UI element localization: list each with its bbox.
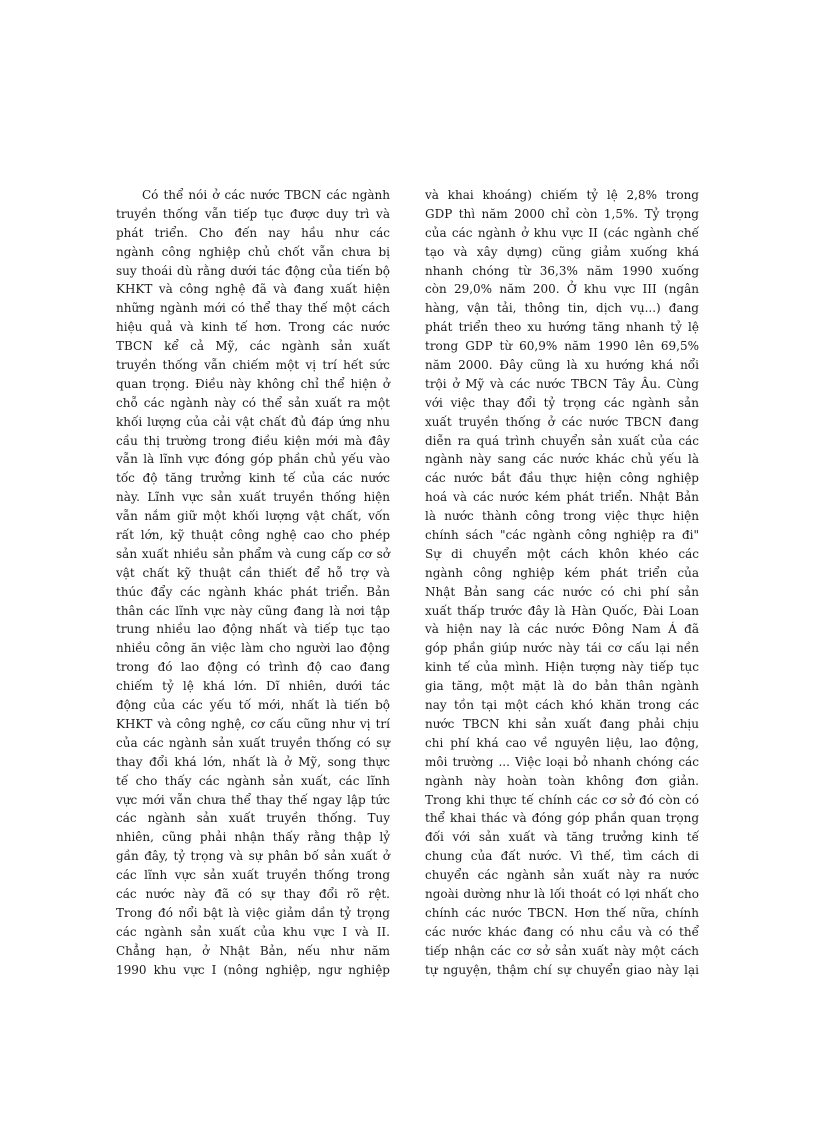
text-line: và hiện nay là các nước Đông Nam Á đã — [425, 622, 699, 637]
text-line: động của các yếu tố mới, nhất là tiến bộ — [116, 698, 390, 713]
text-line: nay tồn tại một cách khó khăn trong các — [425, 698, 699, 713]
text-line: khối lượng của cải vật chất đủ đáp ứng nhu — [116, 414, 390, 429]
text-line: tốc độ tăng trưởng kinh tế của các nước — [116, 471, 390, 486]
text-line: thể khai thác và đóng góp phần quan trọng — [425, 811, 699, 826]
text-line: của các ngành sản xuất truyền thống có sự — [116, 735, 390, 750]
text-line: ngoài dường như là lối thoát có lợi nhất cho — [425, 886, 699, 901]
text-line: các nước này đã có sự thay đổi rõ rệt. — [116, 886, 390, 901]
text-line: chuyển các ngành sản xuất này ra nước — [425, 868, 699, 883]
text-line: là nước thành công trong việc thực hiện — [425, 509, 699, 524]
text-line: ngành này hoàn toàn không đơn giản. — [425, 773, 699, 788]
text-line: các lĩnh vực sản xuất truyền thống trong — [116, 868, 390, 883]
text-line: vật chất kỹ thuật cần thiết để hỗ trợ và — [116, 565, 390, 580]
text-line: nhanh chóng từ 36,3% năm 1990 xuống — [425, 263, 699, 278]
text-line: Sự di chuyển một cách khôn khéo các — [425, 546, 699, 561]
text-line: sản xuất nhiều sản phẩm và cung cấp cơ sở — [116, 546, 390, 561]
text-line: các nước bắt đầu thực hiện công nghiệp — [425, 471, 699, 486]
text-line: Chẳng hạn, ở Nhật Bản, nếu như năm — [116, 943, 390, 958]
text-line: trung nhiều lao động nhất và tiếp tục tạo — [116, 622, 390, 637]
text-line: và khai khoáng) chiếm tỷ lệ 2,8% trong — [425, 188, 699, 202]
text-line: thay đổi khá lớn, nhất là ở Mỹ, song thực — [116, 754, 390, 769]
text-line: diễn ra quá trình chuyển sản xuất của các — [425, 433, 699, 448]
text-line: thân các lĩnh vực này cũng đang là nơi tập — [116, 603, 390, 618]
text-line: trong GDP từ 60,9% năm 1990 lên 69,5% — [425, 339, 699, 354]
text-line: các ngành sản xuất của khu vực I và II. — [116, 924, 390, 939]
text-line: 1990 khu vực I (nông nghiệp, ngư nghiệp — [116, 962, 390, 977]
text-line: chính sách "các ngành công nghiệp ra đi" — [425, 528, 699, 543]
text-line: nước TBCN khi sản xuất đang phải chịu — [425, 716, 699, 731]
text-line: KHKT và công nghệ, cơ cấu cũng như vị trí — [116, 716, 390, 731]
text-line: nhiều công ăn việc làm cho người lao động — [116, 641, 390, 656]
text-line: còn 29,0% năm 200. Ở khu vực III (ngân — [425, 282, 699, 297]
text-line: cầu thị trường trong điều kiện mới mà đây — [116, 433, 390, 448]
text-line: vẫn nắm giữ một khối lượng vật chất, vốn — [116, 509, 390, 524]
text-line: hàng, vận tải, thông tin, dịch vụ...) đang — [425, 301, 699, 316]
text-line: gần đây, tỷ trọng và sự phân bố sản xuất ở — [116, 849, 390, 864]
text-line: truyền thống vẫn chiếm một vị trí hết sức — [116, 358, 390, 373]
text-line: truyền thống vẫn tiếp tục được duy trì và — [116, 206, 390, 221]
text-line: với việc thay đổi tỷ trọng các ngành sản — [425, 395, 699, 410]
text-line: những ngành mới có thể thay thế một cách — [116, 301, 390, 316]
text-line: quan trọng. Điều này không chỉ thể hiện ở — [116, 376, 390, 391]
text-line: kinh tế của mình. Hiện tượng này tiếp tục — [425, 660, 699, 675]
text-line: xuất thấp trước đây là Hàn Quốc, Đài Loan — [425, 603, 699, 618]
text-line: Có thể nói ở các nước TBCN các ngành — [142, 188, 390, 202]
text-column-left — [116, 186, 390, 979]
text-line: phát triển. Cho đến nay hầu như các — [116, 225, 390, 240]
text-line: năm 2000. Đây cũng là xu hướng khá nổi — [425, 358, 699, 373]
text-line: KHKT và công nghệ đã và đang xuất hiện — [116, 282, 390, 297]
text-line: thúc đẩy các ngành khác phát triển. Bản — [116, 584, 390, 599]
text-line: này. Lĩnh vực sản xuất truyền thống hiện — [116, 490, 390, 505]
text-line: rất lớn, kỹ thuật công nghệ cao cho phép — [116, 528, 390, 543]
text-line: phát triển theo xu hướng tăng nhanh tỷ lệ — [425, 320, 699, 335]
text-line: Trong khi thực tế chính các cơ sở đó còn có — [425, 792, 699, 807]
text-line: chung của đất nước. Vì thế, tìm cách di — [425, 849, 699, 864]
text-line: xuất truyền thống ở các nước TBCN đang — [425, 414, 699, 429]
text-line: đối với sản xuất và tăng trưởng kinh tế — [425, 830, 699, 845]
text-line: trội ở Mỹ và các nước TBCN Tây Âu. Cùng — [425, 376, 699, 391]
text-line: chiếm tỷ lệ khá lớn. Dĩ nhiên, dưới tác — [116, 679, 390, 694]
text-line: Trong đó nổi bật là việc giảm dần tỷ trọng — [116, 905, 390, 920]
text-line: nhiên, cũng phải nhận thấy rằng thập lỷ — [116, 830, 390, 845]
text-line: TBCN kể cả Mỹ, các ngành sản xuất — [116, 339, 390, 354]
text-line: môi trường ... Việc loại bỏ nhanh chóng các — [425, 754, 699, 769]
text-line: vẫn là lĩnh vực đóng góp phần chủ yếu vào — [116, 452, 390, 467]
text-line: trong đó lao động có trình độ cao đang — [116, 660, 390, 675]
text-line: tự nguyện, thậm chí sự chuyển giao này lại — [425, 962, 699, 977]
text-line: tạo và xây dựng) cũng giảm xuống khá — [425, 244, 699, 259]
text-line: chi phí khá cao về nguyên liệu, lao động, — [425, 735, 699, 750]
text-column-right — [425, 186, 699, 979]
text-line: ngành công nghiệp kém phát triển của — [425, 565, 699, 580]
text-line: tế cho thấy các ngành sản xuất, các lĩnh — [116, 773, 390, 788]
text-line: gia tăng, một mặt là do bản thân ngành — [425, 679, 699, 694]
text-line: vực mới vẫn chưa thể thay thế ngay lập tức — [116, 792, 390, 807]
text-line: góp phần giúp nước này tái cơ cấu lại nền — [425, 641, 699, 656]
text-line: các nước khác đang có nhu cầu và có thể — [425, 924, 699, 939]
text-line: ngành này sang các nước khác chủ yếu là — [425, 452, 699, 467]
text-line: ngành công nghiệp chủ chốt vẫn chưa bị — [116, 244, 390, 259]
text-line: hiệu quả và kinh tế hơn. Trong các nước — [116, 320, 390, 335]
text-line: chỗ các ngành này có thể sản xuất ra một — [116, 395, 390, 410]
text-line: suy thoái dù rằng dưới tác động của tiến bộ — [116, 263, 390, 278]
text-line: các ngành sản xuất truyền thống. Tuy — [116, 811, 390, 826]
text-line: chính các nước TBCN. Hơn thế nữa, chính — [425, 905, 699, 920]
text-line: tiếp nhận các cơ sở sản xuất này một cách — [425, 943, 699, 958]
text-line: GDP thì năm 2000 chỉ còn 1,5%. Tỷ trọng — [425, 206, 699, 221]
text-line: Nhật Bản sang các nước có chi phí sản — [425, 584, 699, 599]
text-line: của các ngành ở khu vực II (các ngành chế — [425, 225, 699, 240]
text-line: hoá và các nước kém phát triển. Nhật Bản — [425, 490, 699, 505]
